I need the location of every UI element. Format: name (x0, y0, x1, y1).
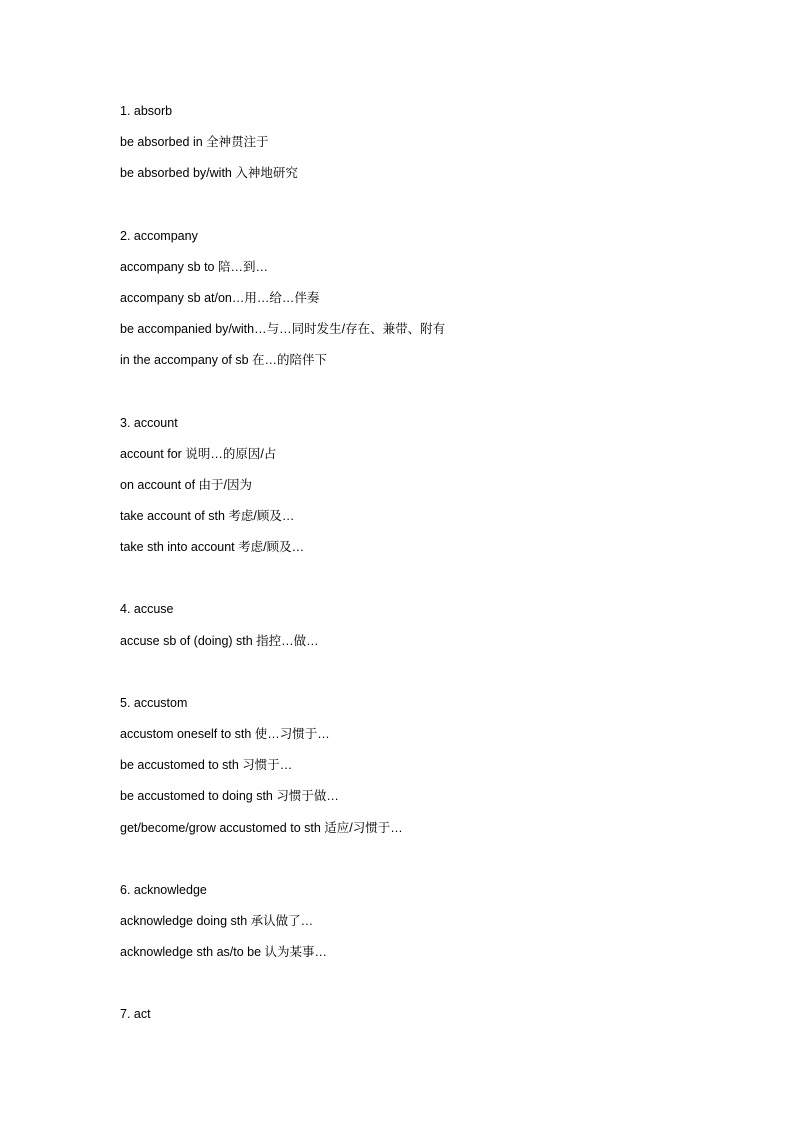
entry-accompany (120, 226, 740, 382)
phrase-line: be absorbed in 全神贯注于 (120, 135, 269, 150)
document-page (120, 101, 740, 1067)
phrase-line: take sth into account 考虑/顾及… (120, 540, 305, 555)
phrase-line: be absorbed by/with 入神地研究 (120, 166, 298, 181)
phrase-line: be accompanied by/with…与…同时发生/存在、兼带、附有 (120, 322, 446, 337)
phrase-line: in the accompany of sb 在…的陪伴下 (120, 353, 328, 368)
entry-account (120, 413, 740, 569)
phrase-line: accustom oneself to sth 使…习惯于… (120, 727, 330, 741)
phrase-line: accuse sb of (doing) sth 指控…做… (120, 633, 319, 648)
phrase-line: accompany sb to 陪…到… (120, 259, 268, 274)
phrase-line: acknowledge doing sth 承认做了… (120, 913, 314, 928)
phrase-line: take account of sth 考虑/顾及… (120, 509, 295, 524)
entry-headword: 2. accompany (120, 228, 198, 243)
phrase-line: be accustomed to doing sth 习惯于做… (120, 789, 339, 804)
entry-headword: 3. account (120, 415, 178, 430)
entry-headword: 6. acknowledge (120, 882, 207, 897)
entry-accustom (120, 693, 740, 849)
entry-headword: 7. act (120, 1007, 151, 1022)
phrase-line: account for 说明…的原因/占 (120, 446, 277, 461)
entry-absorb (120, 101, 740, 195)
entry-acknowledge (120, 880, 740, 974)
entry-headword: 4. accuse (120, 602, 174, 617)
phrase-line: accompany sb at/on…用…给…伴奏 (120, 290, 320, 305)
phrase-line: on account of 由于/因为 (120, 477, 253, 492)
entry-accuse (120, 599, 740, 661)
phrase-line: get/become/grow accustomed to sth 适应/习惯于… (120, 820, 403, 835)
entry-headword: 1. absorb (120, 104, 173, 118)
phrase-line: be accustomed to sth 习惯于… (120, 758, 293, 773)
phrase-line: acknowledge sth as/to be 认为某事… (120, 945, 328, 960)
entry-headword: 5. accustom (120, 695, 188, 710)
entry-act (120, 1004, 740, 1035)
